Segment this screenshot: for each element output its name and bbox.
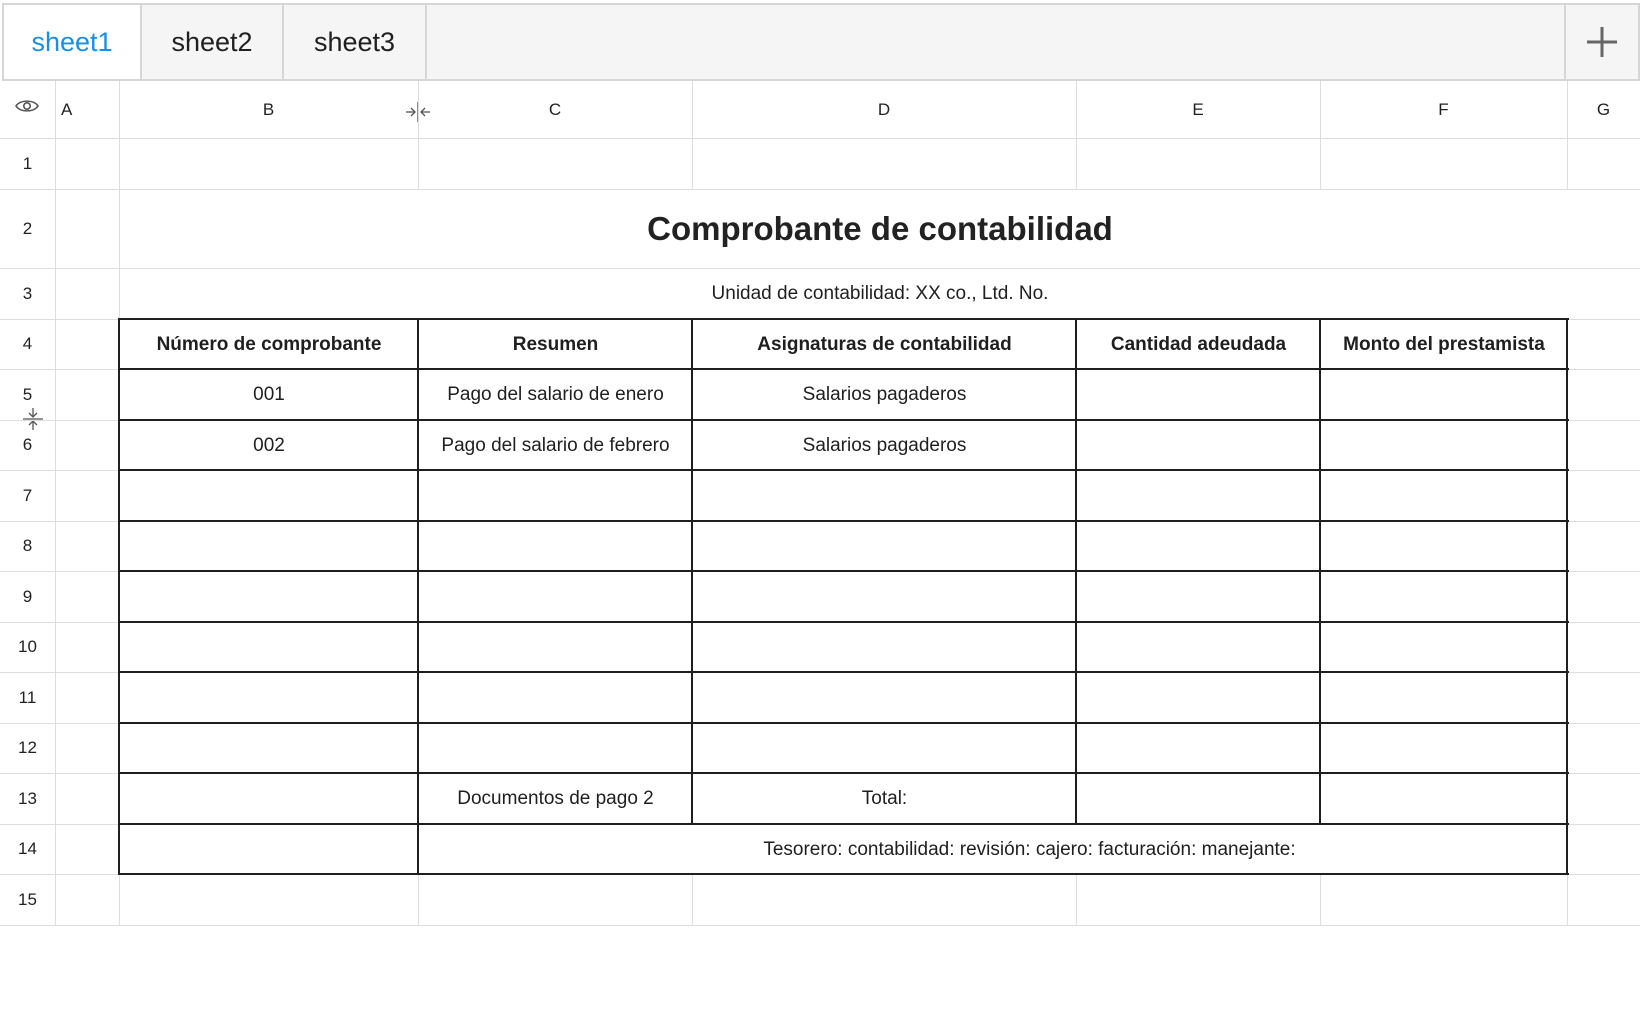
table-cell[interactable] [693, 623, 1076, 672]
table-cell[interactable] [1077, 370, 1320, 420]
sheet-title[interactable]: Comprobante de contabilidad [647, 210, 1113, 247]
table-cell[interactable] [120, 825, 418, 874]
column-header-f[interactable]: F [1438, 99, 1449, 119]
table-cell[interactable] [419, 623, 692, 672]
sheet-subtitle[interactable]: Unidad de contabilidad: XX co., Ltd. No. [711, 283, 1049, 304]
table-border [691, 318, 693, 824]
table-cell[interactable] [693, 724, 1076, 773]
table-header-cell[interactable]: Monto del prestamista [1343, 333, 1545, 355]
tab-sheet1[interactable]: sheet1 [4, 5, 142, 79]
tab-sheet2[interactable]: sheet2 [142, 5, 284, 79]
tab-bar-spacer [427, 5, 1564, 79]
table-cell[interactable] [419, 522, 692, 571]
table-cell[interactable] [120, 724, 418, 773]
row-header-15[interactable]: 15 [18, 889, 37, 909]
table-cell[interactable] [1321, 370, 1567, 420]
table-border [118, 772, 1569, 774]
table-border [118, 621, 1569, 623]
table-cell[interactable] [1321, 673, 1567, 723]
table-cell[interactable] [1321, 623, 1567, 672]
eye-icon[interactable] [15, 98, 39, 114]
row-header-1[interactable]: 1 [22, 153, 33, 173]
grid-line-vertical [55, 81, 56, 925]
grid-line-horizontal [0, 925, 1640, 926]
column-header-e[interactable]: E [1192, 99, 1204, 119]
row-header-4[interactable]: 4 [22, 334, 33, 353]
total-debit-cell[interactable] [1077, 774, 1320, 824]
table-cell[interactable] [419, 673, 692, 723]
table-border [417, 823, 419, 874]
row-header-5[interactable]: 5 [22, 384, 33, 404]
table-cell[interactable] [1077, 572, 1320, 622]
column-header-c[interactable]: C [548, 99, 562, 119]
table-cell[interactable] [120, 522, 418, 571]
row-header-3[interactable]: 3 [22, 283, 33, 303]
add-sheet-button[interactable] [1564, 5, 1638, 79]
row-header-13[interactable]: 13 [18, 788, 37, 808]
table-cell[interactable] [693, 572, 1076, 622]
table-header-cell[interactable]: Cantidad adeudada [1110, 333, 1287, 355]
table-border [118, 570, 1569, 572]
table-header-cell[interactable]: Número de comprobante [156, 333, 382, 355]
table-border [118, 318, 120, 875]
table-cell[interactable] [693, 673, 1076, 723]
column-header-b[interactable]: B [262, 99, 275, 119]
row-header-14[interactable]: 14 [18, 839, 37, 858]
table-border [118, 469, 1569, 471]
table-border [1319, 318, 1321, 824]
signatures-cell[interactable]: Tesorero: contabilidad: revisión: cajero: facturación: manejante: [763, 838, 1296, 860]
table-border [118, 722, 1569, 724]
table-cell[interactable] [120, 673, 418, 723]
table-cell[interactable] [419, 724, 692, 773]
table-cell[interactable] [1321, 421, 1567, 470]
row-header-9[interactable]: 9 [22, 586, 33, 606]
table-cell[interactable] [1321, 522, 1567, 571]
table-cell[interactable]: 002 [253, 434, 285, 456]
total-label-cell[interactable]: Total: [861, 788, 908, 809]
table-border [118, 823, 1569, 825]
plus-icon [1585, 25, 1619, 59]
table-border [1075, 318, 1077, 824]
table-cell[interactable]: Salarios pagaderos [802, 384, 967, 405]
table-cell[interactable] [1077, 522, 1320, 571]
row-header-10[interactable]: 10 [18, 637, 37, 656]
row-header-6[interactable]: 6 [22, 435, 33, 454]
table-border [118, 318, 1569, 320]
table-border [1566, 318, 1568, 875]
table-cell[interactable] [693, 522, 1076, 571]
table-border [118, 368, 1569, 370]
table-cell[interactable] [693, 471, 1076, 521]
table-border [118, 520, 1569, 522]
table-border [118, 873, 1569, 875]
table-cell[interactable]: Pago del salario de febrero [441, 434, 670, 456]
payment-documents-cell[interactable]: Documentos de pago 2 [457, 788, 654, 809]
table-cell[interactable] [1077, 623, 1320, 672]
table-cell[interactable] [120, 774, 418, 824]
table-cell[interactable] [1321, 724, 1567, 773]
column-header-d[interactable]: D [877, 99, 891, 119]
table-border [118, 671, 1569, 673]
table-cell[interactable] [1077, 421, 1320, 470]
total-credit-cell[interactable] [1321, 774, 1567, 824]
table-cell[interactable] [120, 623, 418, 672]
table-cell[interactable] [1077, 471, 1320, 521]
row-header-2[interactable]: 2 [22, 218, 33, 238]
table-cell[interactable] [1321, 572, 1567, 622]
grid-line-horizontal [0, 138, 1640, 139]
table-cell[interactable]: 001 [253, 384, 285, 405]
table-cell[interactable] [120, 471, 418, 521]
table-border [417, 318, 419, 824]
tab-sheet3[interactable]: sheet3 [284, 5, 427, 79]
table-cell[interactable] [120, 572, 418, 622]
table-border [118, 419, 1569, 421]
row-header-11[interactable]: 11 [18, 687, 37, 707]
column-header-g[interactable]: G [1596, 99, 1611, 119]
row-header-7[interactable]: 7 [22, 485, 33, 505]
row-header-12[interactable]: 12 [18, 738, 37, 757]
sheet-tab-bar [2, 3, 1640, 81]
table-cell[interactable] [1321, 471, 1567, 521]
table-cell[interactable]: Pago del salario de enero [447, 384, 664, 405]
table-cell[interactable]: Salarios pagaderos [802, 434, 967, 456]
table-header-cell[interactable]: Resumen [512, 333, 599, 355]
row-header-8[interactable]: 8 [22, 536, 33, 555]
table-cell[interactable] [419, 471, 692, 521]
table-cell[interactable] [419, 572, 692, 622]
column-header-a[interactable]: A [61, 99, 73, 119]
table-header-cell[interactable]: Asignaturas de contabilidad [757, 333, 1012, 355]
table-cell[interactable] [1077, 673, 1320, 723]
table-cell[interactable] [1077, 724, 1320, 773]
spreadsheet-grid [0, 81, 1640, 925]
